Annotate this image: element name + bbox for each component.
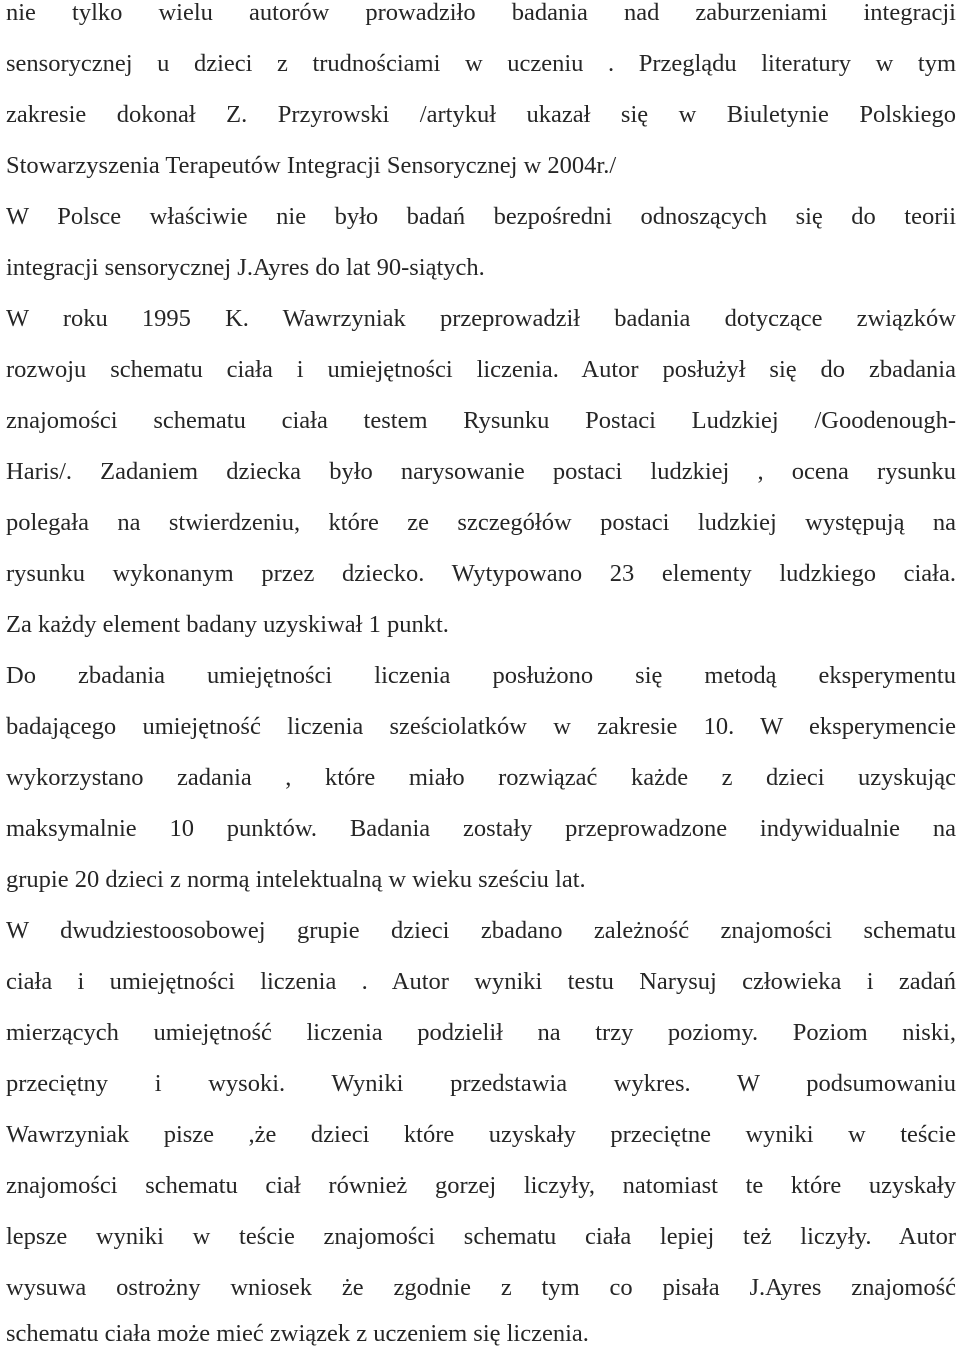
text-line: rozwoju schematu ciała i umiejętności liczenia. Autor posłużył się do zbadania — [6, 356, 956, 383]
text-line: znajomości schematu ciała testem Rysunku Postaci Ludzkiej /Goodenough- — [6, 407, 956, 434]
text-line: Haris/. Zadaniem dziecka było narysowanie postaci ludzkiej , ocena rysunku — [6, 458, 956, 485]
text-line: grupie 20 dzieci z normą intelektualną w wieku sześciu lat. — [6, 866, 586, 893]
text-line: polegała na stwierdzeniu, które ze szczegółów postaci ludzkiej występują na — [6, 509, 956, 536]
text-line: W dwudziestoosobowej grupie dzieci zbadano zależność znajomości schematu — [6, 917, 956, 944]
text-line: badającego umiejętność liczenia sześciolatków w zakresie 10. W eksperymencie — [6, 713, 956, 740]
text-line: wykorzystano zadania , które miało rozwiązać każde z dzieci uzyskując — [6, 764, 956, 791]
text-line: Za każdy element badany uzyskiwał 1 punkt. — [6, 611, 449, 638]
text-line: rysunku wykonanym przez dziecko. Wytypowano 23 elementy ludzkiego ciała. — [6, 560, 956, 587]
text-line: integracji sensorycznej J.Ayres do lat 90-siątych. — [6, 254, 485, 281]
text-line: schematu ciała może mieć związek z uczeniem się liczenia. — [6, 1320, 589, 1347]
text-line: przeciętny i wysoki. Wyniki przedstawia wykres. W podsumowaniu — [6, 1070, 956, 1097]
text-line: sensorycznej u dzieci z trudnościami w uczeniu . Przeglądu literatury w tym — [6, 50, 956, 77]
text-line: W roku 1995 K. Wawrzyniak przeprowadził badania dotyczące związków — [6, 305, 956, 332]
text-line: zakresie dokonał Z. Przyrowski /artykuł ukazał się w Biuletynie Polskiego — [6, 101, 956, 128]
text-line: lepsze wyniki w teście znajomości schematu ciała lepiej też liczyły. Autor — [6, 1223, 956, 1250]
text-line: mierzących umiejętność liczenia podzielił na trzy poziomy. Poziom niski, — [6, 1019, 956, 1046]
text-line: wysuwa ostrożny wniosek że zgodnie z tym co pisała J.Ayres znajomość — [6, 1274, 956, 1301]
text-line: W Polsce właściwie nie było badań bezpośredni odnoszących się do teorii — [6, 203, 956, 230]
text-line: znajomości schematu ciał również gorzej liczyły, natomiast te które uzyskały — [6, 1172, 956, 1199]
text-line: nie tylko wielu autorów prowadziło badania nad zaburzeniami integracji — [6, 0, 956, 26]
text-line: ciała i umiejętności liczenia . Autor wyniki testu Narysuj człowieka i zadań — [6, 968, 956, 995]
text-line: Do zbadania umiejętności liczenia posłużono się metodą eksperymentu — [6, 662, 956, 689]
text-line: maksymalnie 10 punktów. Badania zostały przeprowadzone indywidualnie na — [6, 815, 956, 842]
text-line: Wawrzyniak pisze ,że dzieci które uzyskały przeciętne wyniki w teście — [6, 1121, 956, 1148]
text-line: Stowarzyszenia Terapeutów Integracji Sensorycznej w 2004r./ — [6, 152, 617, 179]
